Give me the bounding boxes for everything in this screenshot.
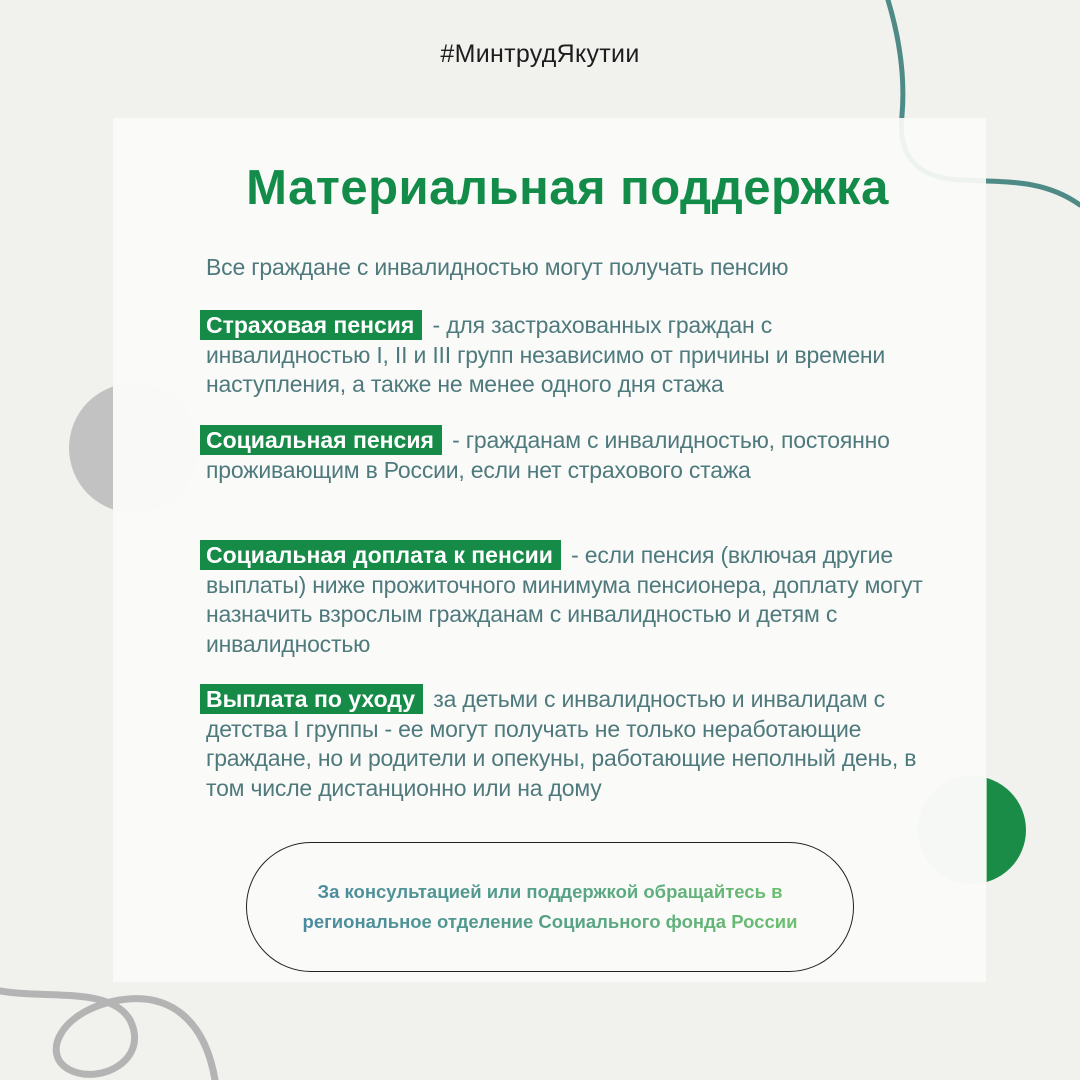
benefit-description: - для застрахованных граждан с инвалидностью I, II и III групп независимо от причины и времени наступления, а также не менее одного дня стажа: [206, 312, 886, 397]
benefit-label: Социальная доплата к пенсии: [200, 540, 561, 570]
benefit-description: за детьми с инвалидностью и инвалидам с детства I группы - ее могут получать не только неработающие граждане, но и родители и опекуны, работающие неполный день, в том числе дистанционно или на дому: [206, 686, 917, 801]
contact-line-2: региональное отделение Социального фонда России: [302, 911, 798, 932]
contact-callout: [246, 842, 854, 972]
contact-line-1: За консультацией или поддержкой обращайтесь в: [317, 881, 783, 902]
benefit-social-pension: [206, 425, 936, 485]
benefit-description: - если пенсия (включая другие выплаты) ниже прожиточного минимума пенсионера, доплату могут назначить взрослым гражданам с инвалидностью и детям с инвалидностью: [206, 542, 923, 657]
benefit-label: Социальная пенсия: [200, 425, 442, 455]
page-title: Материальная поддержка: [246, 161, 889, 215]
benefit-description: - гражданам с инвалидностью, постоянно проживающим в России, если нет страхового стажа: [206, 427, 890, 483]
benefit-care-payment: [206, 684, 936, 803]
hashtag: #МинтрудЯкутии: [440, 40, 640, 68]
benefit-label: Страховая пенсия: [200, 310, 422, 340]
benefit-label: Выплата по уходу: [200, 684, 423, 714]
intro-text: Все граждане с инвалидностью могут получать пенсию: [206, 254, 789, 280]
benefit-insurance-pension: [206, 310, 936, 400]
gray-loop-decoration: [0, 990, 215, 1080]
contact-text: [303, 877, 798, 937]
benefit-social-supplement: [206, 540, 936, 659]
